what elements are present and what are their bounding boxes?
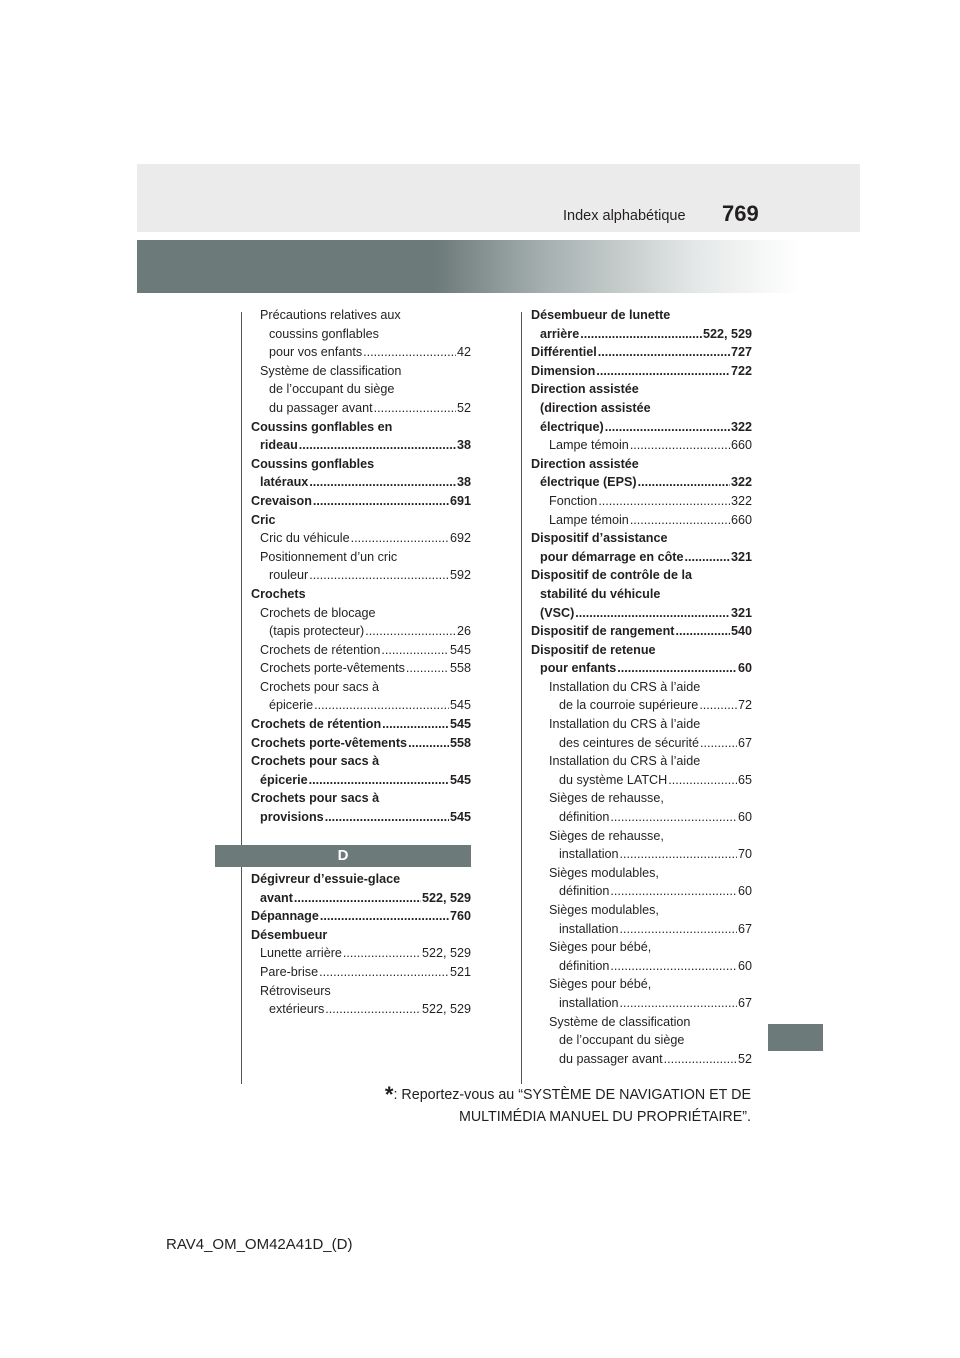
dot-leader [314, 696, 449, 715]
dot-leader [363, 343, 456, 362]
dot-leader [351, 529, 449, 548]
dot-leader [620, 845, 737, 864]
page-reference: 545 [449, 642, 471, 657]
index-term: pour démarrage en côte [540, 549, 684, 564]
index-entry [531, 343, 752, 362]
page-reference: 322 [730, 419, 752, 434]
dot-leader [381, 641, 449, 660]
page-title: Index alphabétique [563, 208, 686, 224]
index-heading: Crochets de blocage [260, 605, 376, 620]
footnote-line-1 [385, 1084, 751, 1106]
index-entry [251, 944, 471, 963]
dot-leader [598, 343, 730, 362]
index-heading: Crochets [251, 586, 306, 601]
page-reference: 67 [737, 735, 752, 750]
index-entry [251, 808, 471, 827]
index-term: Fonction [549, 493, 598, 508]
index-entry [251, 696, 471, 715]
index-heading: Précautions relatives aux [260, 308, 401, 322]
index-term: du passager avant [269, 400, 373, 415]
page-reference: 322 [730, 493, 752, 508]
index-heading: Cric [251, 512, 276, 527]
dot-leader [684, 548, 730, 567]
index-list-c [251, 306, 471, 827]
index-term: (tapis protecteur) [269, 624, 365, 639]
page-number: 769 [722, 201, 759, 226]
index-term: extérieurs [269, 1002, 325, 1017]
index-heading: Dégivreur d’essuie-glace [251, 872, 401, 886]
dot-leader [365, 622, 456, 641]
dot-leader [580, 325, 702, 344]
index-entry [531, 436, 752, 455]
index-term: Crevaison [251, 493, 312, 508]
index-entry [531, 957, 752, 976]
index-entry [531, 473, 752, 492]
index-entry [251, 622, 471, 641]
page-reference: 72 [737, 698, 752, 713]
page-reference: 722 [730, 363, 752, 378]
dot-leader [630, 436, 730, 455]
page-reference: 522, 529 [421, 946, 471, 961]
index-entry [531, 808, 752, 827]
dot-leader [605, 418, 730, 437]
index-term: Dispositif de rangement [531, 624, 675, 639]
page-reference: 660 [730, 438, 752, 453]
index-term: Différentiel [531, 345, 597, 360]
index-entry [251, 659, 471, 678]
index-term: définition [559, 884, 610, 899]
index-entry [531, 604, 752, 623]
index-heading: stabilité du véhicule [540, 586, 661, 601]
dot-leader [675, 622, 730, 641]
page-reference: 545 [449, 698, 471, 713]
page-reference: 60 [737, 810, 752, 825]
index-term: du passager avant [559, 1051, 663, 1066]
index-heading: Dispositif de retenue [531, 642, 656, 657]
page-reference: 691 [449, 493, 471, 508]
dot-leader [630, 511, 730, 530]
index-term: (VSC) [540, 605, 575, 620]
page-reference: 545 [449, 810, 471, 825]
index-heading: Dispositif de contrôle de la [531, 568, 692, 583]
page-reference: 52 [737, 1051, 752, 1066]
page-reference: 60 [737, 661, 752, 676]
index-entry [251, 641, 471, 660]
index-term: installation [559, 995, 619, 1010]
page-reference: 592 [449, 568, 471, 583]
page-reference: 760 [449, 909, 471, 924]
dot-leader [343, 944, 421, 963]
dot-leader [598, 492, 730, 511]
index-entry [251, 529, 471, 548]
index-heading: Rétroviseurs [260, 983, 331, 998]
page-reference: 660 [730, 512, 752, 527]
index-term: pour enfants [540, 661, 617, 676]
index-term: Crochets de rétention [260, 642, 381, 657]
index-heading: Désembueur de lunette [531, 308, 671, 322]
page-reference: 42 [456, 345, 471, 360]
index-entry [531, 325, 752, 344]
page-reference: 558 [449, 735, 471, 750]
left-column-rule [241, 312, 242, 1084]
index-left-column-d [251, 870, 471, 1019]
index-entry [251, 1000, 471, 1019]
index-heading: Crochets pour sacs à [251, 791, 380, 806]
page-reference: 38 [456, 438, 471, 453]
index-entry [531, 771, 752, 790]
index-entry [251, 473, 471, 492]
dot-leader [700, 734, 737, 753]
dot-leader [325, 1000, 421, 1019]
index-term: Lampe témoin [549, 512, 629, 527]
index-entry [251, 907, 471, 926]
index-heading: Installation du CRS à l’aide [549, 679, 701, 694]
index-term: rideau [260, 438, 298, 453]
index-entry [531, 1050, 752, 1069]
index-heading: Sièges pour bébé, [549, 940, 652, 955]
index-term: Cric du véhicule [260, 531, 350, 546]
index-term: installation [559, 847, 619, 862]
index-term: Dépannage [251, 909, 319, 924]
index-entry [251, 734, 471, 753]
index-entry [531, 511, 752, 530]
dot-leader [620, 920, 737, 939]
dot-leader [313, 492, 449, 511]
dot-leader [668, 771, 737, 790]
index-entry [531, 734, 752, 753]
footnote-line-2: MULTIMÉDIA MANUEL DU PROPRIÉTAIRE”. [458, 1109, 751, 1125]
index-entry [251, 889, 471, 908]
index-entry [531, 659, 752, 678]
index-term: Dimension [531, 363, 596, 378]
dot-leader [610, 882, 737, 901]
index-term: épicerie [260, 772, 308, 787]
index-term: électrique) [540, 419, 604, 434]
dot-leader [610, 957, 737, 976]
right-column-rule [521, 312, 522, 1084]
page-reference: 540 [730, 624, 752, 639]
section-letter-bar [215, 845, 471, 867]
index-list-d [251, 870, 471, 1019]
index-heading: Système de classification [260, 363, 402, 378]
index-term: du système LATCH [559, 772, 668, 787]
index-heading: Sièges de rehausse, [549, 791, 664, 806]
index-entry [531, 548, 752, 567]
index-term: latéraux [260, 475, 309, 490]
page-reference: 26 [456, 624, 471, 639]
index-heading: Coussins gonflables [251, 456, 375, 471]
index-term: épicerie [269, 698, 314, 713]
index-entry [251, 436, 471, 455]
page-reference: 692 [449, 531, 471, 546]
index-term: définition [559, 810, 610, 825]
page-reference: 65 [737, 772, 752, 787]
page-reference: 522, 529 [702, 326, 752, 341]
page-reference: 52 [456, 400, 471, 415]
index-heading: Crochets pour sacs à [260, 679, 379, 694]
footnote [385, 1084, 751, 1128]
section-letter: D [337, 847, 349, 864]
page-reference: 70 [737, 847, 752, 862]
index-term: Crochets porte-vêtements [260, 661, 405, 676]
index-term: de la courroie supérieure [559, 698, 699, 713]
index-term: avant [260, 890, 293, 905]
page-reference: 67 [737, 921, 752, 936]
document-code: RAV4_OM_OM42A41D_(D) [166, 1236, 353, 1253]
index-term: rouleur [269, 568, 309, 583]
index-term: pour vos enfants [269, 345, 363, 360]
dot-leader [309, 771, 449, 790]
page-reference: 60 [737, 958, 752, 973]
page-reference: 67 [737, 995, 752, 1010]
index-right-column [531, 306, 752, 1068]
index-entry [531, 845, 752, 864]
index-term: Crochets porte-vêtements [251, 735, 408, 750]
index-entry [251, 771, 471, 790]
footnote-text-1: : Reportez-vous au “SYSTÈME DE NAVIGATION ET DE [393, 1087, 751, 1103]
index-heading: Sièges pour bébé, [549, 977, 652, 992]
index-term: Lampe témoin [549, 438, 629, 453]
index-entry [531, 994, 752, 1013]
page-reference: 521 [449, 964, 471, 979]
index-heading: Système de classification [549, 1014, 691, 1029]
dot-leader [382, 715, 449, 734]
index-term: définition [559, 958, 610, 973]
page-reference: 322 [730, 475, 752, 490]
index-entry [531, 920, 752, 939]
page-reference: 522, 529 [421, 1002, 471, 1017]
index-heading: de l’occupant du siège [269, 382, 395, 397]
index-heading: Installation du CRS à l’aide [549, 754, 701, 769]
dot-leader [617, 659, 737, 678]
page-reference: 522, 529 [421, 890, 471, 905]
index-entry [531, 696, 752, 715]
dot-leader [620, 994, 737, 1013]
index-heading: Sièges de rehausse, [549, 828, 664, 843]
index-heading: Dispositif d’assistance [531, 531, 668, 546]
dot-leader [610, 808, 737, 827]
index-term: des ceintures de sécurité [559, 735, 700, 750]
index-term: Lunette arrière [260, 946, 342, 961]
page-reference: 545 [449, 717, 471, 732]
dot-leader [319, 963, 449, 982]
dot-leader [320, 907, 449, 926]
page-reference: 558 [449, 661, 471, 676]
index-entry [251, 566, 471, 585]
footnote-marker: * [384, 1082, 394, 1107]
index-heading: Désembueur [251, 927, 328, 942]
index-heading: Crochets pour sacs à [251, 754, 380, 769]
header-gradient-bar [137, 240, 800, 293]
index-heading: (direction assistée [540, 400, 651, 415]
index-term: provisions [260, 810, 324, 825]
index-entry [251, 492, 471, 511]
dot-leader [406, 659, 449, 678]
index-heading: Positionnement d’un cric [260, 549, 398, 564]
index-list-right [531, 306, 752, 1068]
page-reference: 38 [456, 475, 471, 490]
index-entry [251, 343, 471, 362]
index-heading: coussins gonflables [269, 326, 379, 341]
index-heading: Sièges modulables, [549, 903, 659, 917]
index-entry [531, 882, 752, 901]
dot-leader [408, 734, 449, 753]
index-entry [251, 963, 471, 982]
index-term: installation [559, 921, 619, 936]
index-entry [531, 492, 752, 511]
page-reference: 60 [737, 884, 752, 899]
chapter-side-tab [768, 1024, 823, 1051]
index-entry [251, 399, 471, 418]
index-heading: Direction assistée [531, 456, 639, 471]
dot-leader [374, 399, 456, 418]
page-reference: 545 [449, 772, 471, 787]
dot-leader [664, 1050, 737, 1069]
index-heading: Coussins gonflables en [251, 419, 393, 434]
dot-leader [575, 604, 730, 623]
index-entry [531, 622, 752, 641]
dot-leader [325, 808, 449, 827]
index-heading: Direction assistée [531, 382, 639, 397]
index-heading: Sièges modulables, [549, 865, 659, 880]
dot-leader [294, 889, 421, 908]
dot-leader [638, 473, 730, 492]
index-left-column [251, 306, 471, 827]
dot-leader [309, 566, 449, 585]
index-term: Pare-brise [260, 964, 319, 979]
dot-leader [309, 473, 456, 492]
index-heading: Installation du CRS à l’aide [549, 717, 701, 732]
dot-leader [299, 436, 456, 455]
dot-leader [699, 696, 737, 715]
index-term: Crochets de rétention [251, 717, 382, 732]
index-term: arrière [540, 326, 580, 341]
dot-leader [596, 362, 730, 381]
index-entry [251, 715, 471, 734]
index-term: électrique (EPS) [540, 475, 637, 490]
index-heading: de l’occupant du siège [559, 1033, 685, 1048]
index-entry [531, 362, 752, 381]
page-reference: 321 [730, 549, 752, 564]
page-reference: 727 [730, 345, 752, 360]
index-entry [531, 418, 752, 437]
page-reference: 321 [730, 605, 752, 620]
